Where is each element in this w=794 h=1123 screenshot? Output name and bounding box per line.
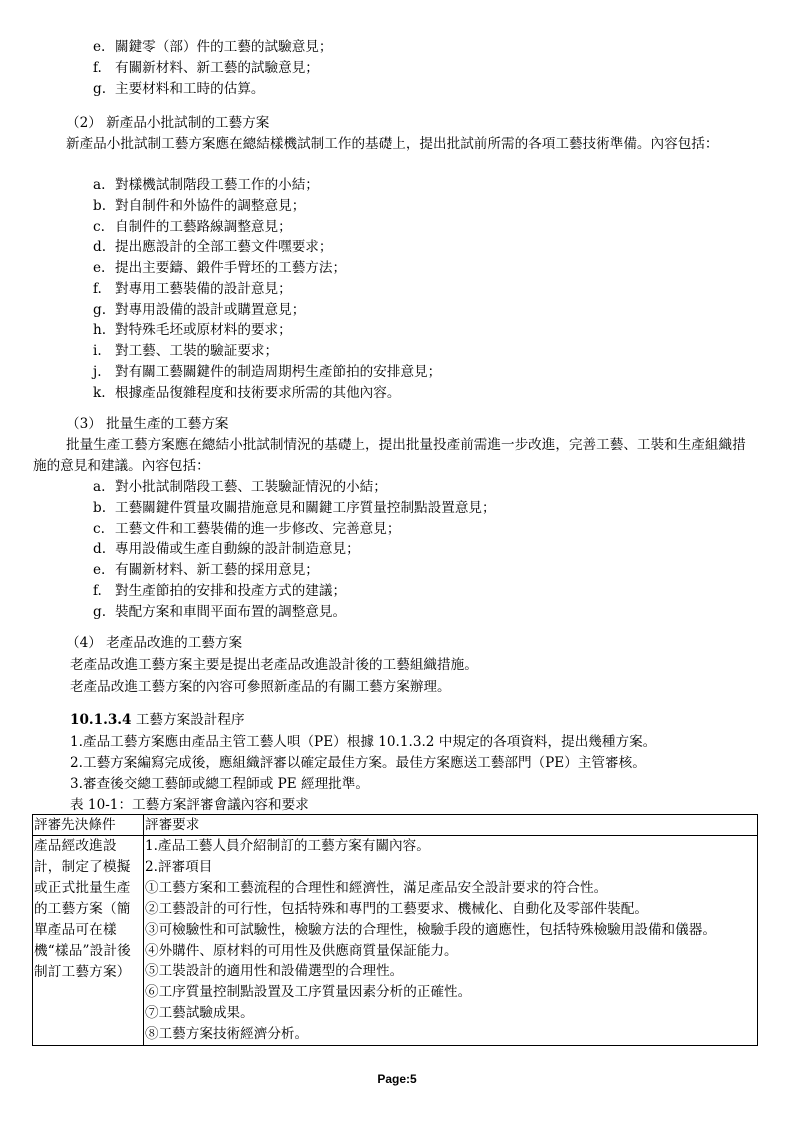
section-number: 10.1.3.4 [70, 712, 132, 728]
list-marker: e. [93, 39, 106, 55]
list-top [93, 37, 333, 99]
list-marker: d. [93, 239, 107, 256]
list-item [93, 498, 496, 519]
list-marker: f. [93, 582, 102, 599]
requirement-line: ⑦工藝試驗成果。 [145, 1005, 254, 1022]
list-item-text: 對專用工藝裝備的設計意見； [115, 280, 292, 297]
list-item [93, 196, 441, 217]
list-marker: f. [93, 280, 102, 297]
section-4-heading: （4） 老產品改進的工藝方案 [66, 635, 243, 651]
list-section-3 [93, 477, 496, 622]
section-title: 工藝方案設計程序 [135, 712, 245, 728]
section-2-heading: （2） 新產品小批試制的工藝方案 [66, 115, 270, 131]
requirements-cell [144, 836, 758, 1046]
list-item-text: 對專用設備的設計或購置意見； [115, 301, 306, 318]
list-marker: d. [93, 541, 107, 558]
list-marker: e. [93, 562, 106, 578]
requirement-line: 2.評審項目 [145, 858, 213, 875]
list-marker: g. [93, 301, 107, 318]
list-item-text: 裝配方案和車間平面布置的調整意見。 [115, 603, 347, 620]
list-marker: g. [93, 80, 107, 97]
list-item [93, 217, 441, 238]
list-item-text: 自制件的工藝路線調整意見； [115, 218, 292, 235]
page-number: Page:5 [377, 1072, 417, 1086]
procedure-line-1: 1.產品工藝方案應由產品主管工藝人唄（PE）根據 10.1.3.2 中規定的各項資料，提出幾種方案。 [70, 734, 657, 750]
list-item-text: 對自制件和外協件的調整意見； [115, 197, 306, 214]
list-item-text: 提出主要鑄、鍛件手臂坯的工藝方法； [115, 260, 347, 276]
requirement-line: ②工藝設計的可行性，包括特殊和專門的工藝要求、機械化、自動化及零部件裝配。 [145, 900, 648, 917]
list-marker: j. [93, 363, 102, 380]
list-marker: i. [93, 343, 102, 359]
list-item [93, 258, 441, 279]
list-item-text: 關鍵零（部）件的工藝的試驗意見； [115, 39, 333, 55]
list-item [93, 37, 333, 58]
list-item [93, 581, 496, 602]
list-item-text: 主要材料和工時的估算。 [115, 80, 265, 97]
list-item-text: 專用設備或生產自動線的設計制造意見； [115, 541, 360, 558]
list-item-text: 有關新材料、新工藝的採用意見； [115, 562, 319, 578]
list-item-text: 提出應設計的全部工藝文件嘿要求； [115, 239, 333, 256]
requirement-line: ⑥工序質量控制點設置及工序質量因素分析的正確性。 [145, 984, 472, 1001]
list-item [93, 477, 496, 498]
list-marker: b. [93, 499, 107, 516]
list-marker: e. [93, 260, 106, 276]
prerequisite-cell: 產品經改進設計，制定了模擬或正式批量生產的工藝方案（簡單產品可在樣機“樣品”設計後制訂工藝方案） [33, 836, 144, 1046]
table-caption: 表 10-1：工藝方案評審會議內容和要求 [70, 797, 309, 813]
requirement-line: ④外購件、原材料的可用性及供應商質量保証能力。 [145, 942, 458, 959]
list-item-text: 根據產品復雜程度和技術要求所需的其他內容。 [115, 384, 401, 401]
list-item [93, 539, 496, 560]
list-item-text: 工藝文件和工藝裝備的進一步修改、完善意見； [115, 520, 401, 537]
list-marker: a. [93, 177, 106, 193]
list-item-text: 對樣機試制階段工藝工作的小結； [115, 177, 319, 193]
table-row [33, 836, 758, 1046]
requirement-line: ③可檢驗性和可試驗性，檢驗方法的合理性，檢驗手段的適應性，包括特殊檢驗用設備和儀器。 [145, 921, 716, 938]
procedure-line-3: 3.審查後交總工藝師或總工程師或 PE 經理批準。 [70, 776, 369, 792]
requirement-line: ⑤工裝設計的適用性和設備選型的合理性。 [145, 963, 404, 980]
table-header-requirements: 評審要求 [144, 815, 758, 836]
list-item [93, 237, 441, 258]
requirement-line: 1.產品工藝人員介紹制訂的工藝方案有關內容。 [145, 838, 430, 854]
review-table [32, 814, 758, 1046]
list-item-text: 對特殊毛坯或原材料的要求； [115, 322, 292, 339]
list-marker: f. [93, 59, 102, 76]
list-item [93, 362, 441, 383]
list-marker: c. [93, 218, 105, 235]
procedure-line-2: 2.工藝方案編寫完成後，應組織評審以確定最佳方案。最佳方案應送工藝部門（PE）主管審核。 [70, 755, 646, 771]
section-4-line-2: 老產品改進工藝方案的內容可參照新產品的有關工藝方案辦理。 [70, 679, 451, 695]
section-2-intro: 新產品小批試制工藝方案應在總結樣機試制工作的基礎上，提出批試前所需的各項工藝技術準備。內容包括： [66, 136, 719, 152]
list-item-text: 工藝關鍵件質量攻關措施意見和關鍵工序質量控制點設置意見； [115, 499, 496, 516]
list-marker: k. [93, 384, 106, 401]
requirement-line: ⑧工藝方案技術經濟分析。 [145, 1026, 309, 1043]
section-4-line-1: 老產品改進工藝方案主要是提出老產品改進設計後的工藝組織措施。 [70, 657, 478, 673]
list-item-text: 對有關工藝關鍵件的制造周期枵生產節拍的安排意見； [115, 363, 442, 380]
list-item-text: 有關新材料、新工藝的試驗意見； [115, 59, 319, 76]
list-marker: c. [93, 520, 105, 537]
list-item [93, 279, 441, 300]
list-section-2 [93, 175, 441, 403]
list-item [93, 383, 441, 404]
section-5-heading [70, 710, 245, 730]
list-item [93, 175, 441, 196]
list-item [93, 560, 496, 581]
list-item [93, 58, 333, 79]
list-marker: a. [93, 479, 106, 495]
section-3-heading: （3） 批量生產的工藝方案 [66, 416, 229, 432]
list-item-text: 對生產節拍的安排和投產方式的建議； [115, 582, 347, 599]
list-item-text: 對小批試制階段工藝、工裝驗証情況的小結； [115, 479, 387, 495]
list-item [93, 79, 333, 100]
list-marker: b. [93, 197, 107, 214]
table-header-row [33, 815, 758, 836]
table-header-prerequisite: 評審先決條件 [33, 815, 144, 836]
list-item [93, 341, 441, 362]
list-item-text: 對工藝、工裝的驗証要求； [115, 343, 279, 359]
requirement-line: ①工藝方案和工藝流程的合理性和經濟性，滿足產品安全設計要求的符合性。 [145, 879, 608, 896]
list-item [93, 300, 441, 321]
section-3-intro: 批量生產工藝方案應在總結小批試制情況的基礎上，提出批量投產前需進一步改進，完善工藝、工裝和生產組織措施的意見和建議。內容包括： [33, 437, 746, 474]
list-item [93, 519, 496, 540]
list-item [93, 320, 441, 341]
list-item [93, 602, 496, 623]
list-marker: h. [93, 322, 107, 339]
list-marker: g. [93, 603, 107, 620]
